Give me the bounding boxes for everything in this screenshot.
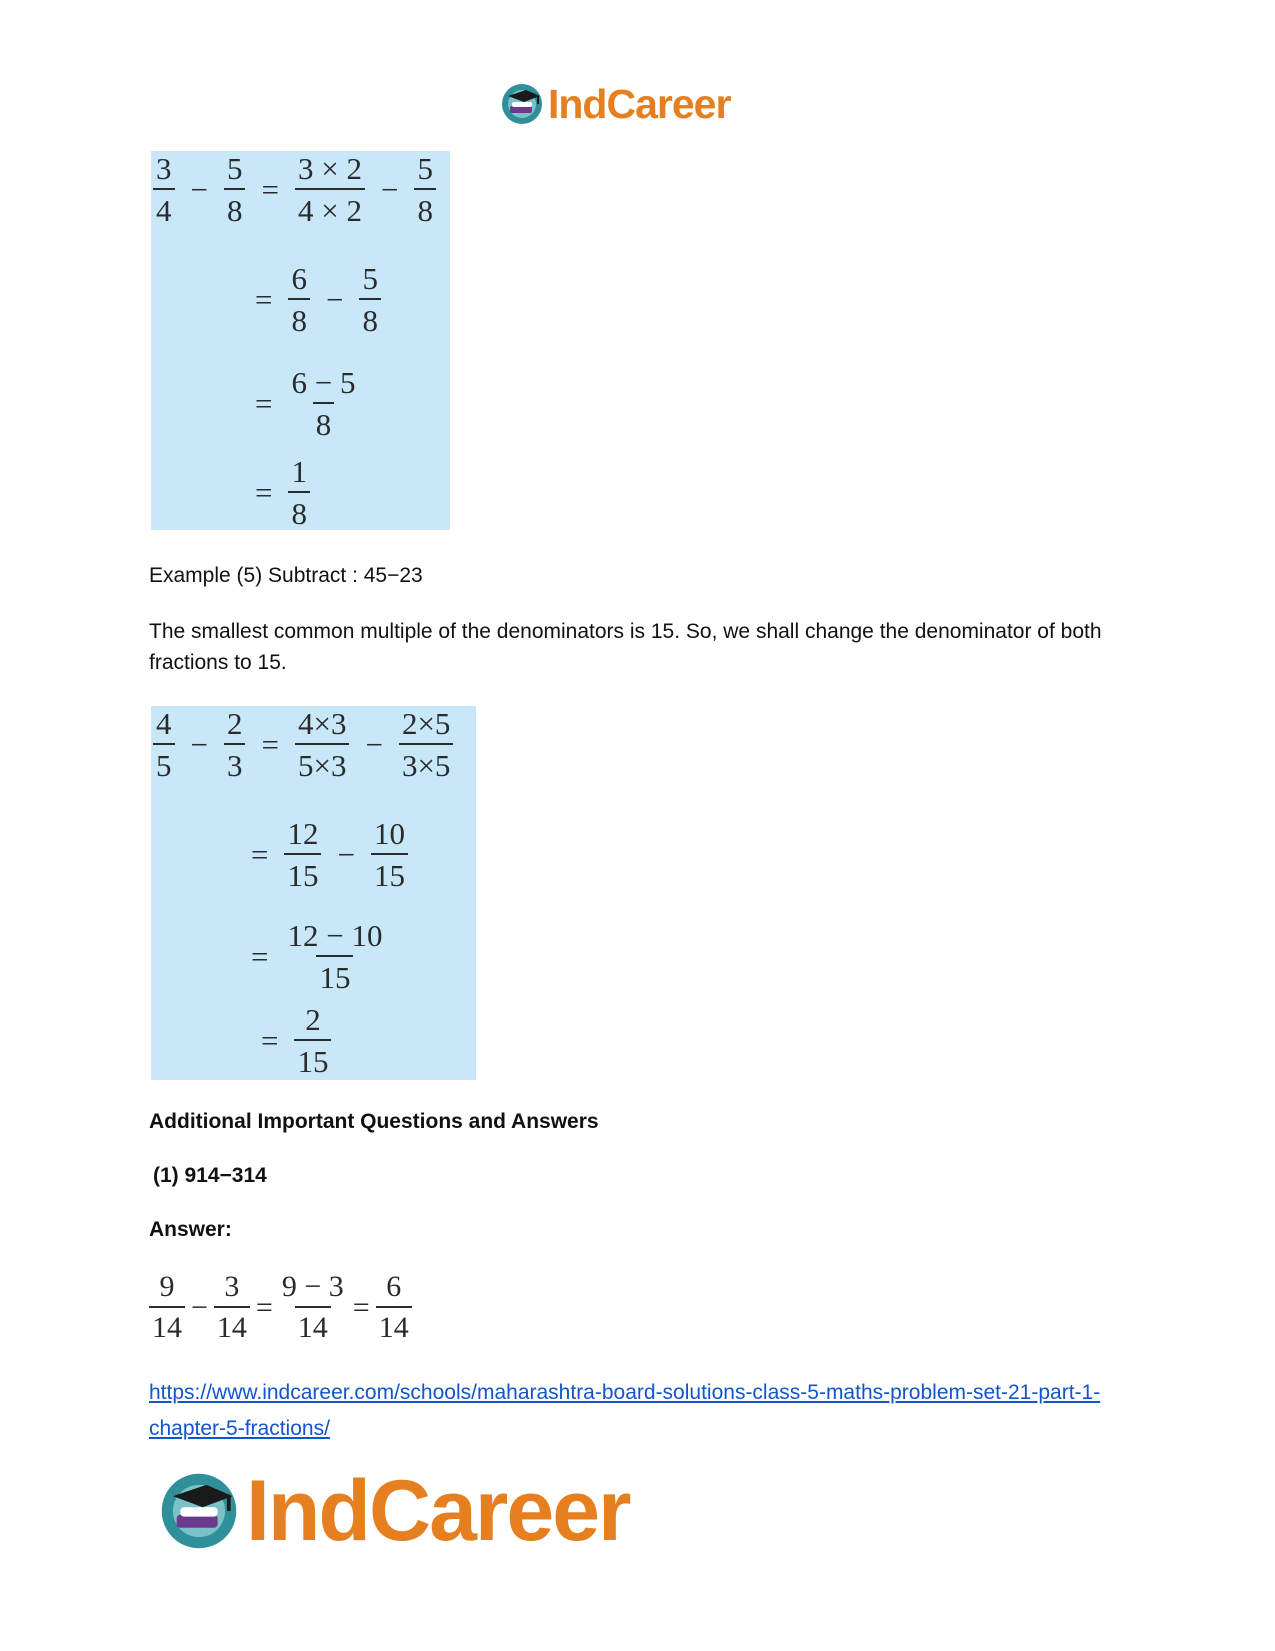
question-1: (1) 914−314: [153, 1164, 267, 1187]
section-heading: Additional Important Questions and Answers: [149, 1110, 599, 1133]
fraction: $\frac{5}{8}$: [359, 263, 381, 336]
worked-solution-box-2: [151, 706, 476, 1080]
fraction: $\frac{10}{15}$: [371, 818, 408, 891]
fraction: $\frac{9 - 3}{14}$: [281, 1270, 344, 1344]
equation-line: [243, 920, 393, 993]
fraction: $\frac{4\times 3}{5\times 3}$: [295, 708, 349, 781]
equals-sign: =: [261, 171, 279, 207]
minus-sign: −: [190, 171, 208, 207]
source-link[interactable]: https://www.indcareer.com/schools/maharashtra-board-solutions-class-5-maths-problem-set-21-part-1-chapter-5-fractions/: [149, 1381, 1101, 1440]
equation-line: [247, 263, 389, 336]
equals-sign: =: [251, 836, 269, 872]
fraction: $\frac{2\times 5}{3\times 5}$: [399, 708, 453, 781]
logo-wordmark: IndCareer: [246, 1463, 630, 1559]
minus-sign: −: [380, 171, 399, 207]
fraction: $\frac{5}{8}$: [414, 153, 436, 226]
equals-sign: =: [251, 938, 269, 974]
minus-sign: −: [337, 836, 355, 872]
graduation-cap-book-icon: [500, 82, 544, 126]
minus-sign: −: [365, 726, 383, 762]
equation-line: [151, 708, 461, 781]
equation-line: [247, 456, 318, 529]
fraction: $\frac{2}{15}$: [294, 1004, 331, 1077]
equals-sign: =: [261, 1022, 279, 1058]
fraction: $\frac{1}{8}$: [288, 456, 310, 529]
logo-wordmark: IndCareer: [548, 80, 731, 127]
equals-sign: =: [255, 281, 273, 317]
fraction: $\frac{12}{15}$: [284, 818, 321, 891]
fraction: $\frac{2}{3}$: [224, 708, 246, 781]
equation-line: [253, 1004, 339, 1077]
worked-solution-box-1: [151, 151, 450, 530]
fraction: $\frac{3}{14}$: [214, 1272, 250, 1343]
equals-sign: =: [255, 1290, 273, 1324]
indcareer-logo-bottom: [158, 1463, 630, 1559]
fraction: $\frac{9}{14}$: [149, 1272, 185, 1343]
explanation-paragraph: The smallest common multiple of the denominators is 15. So, we shall change the denominator of both fractions to 15.: [149, 620, 1102, 674]
equals-sign: =: [352, 1290, 370, 1324]
fraction: $\frac{6}{14}$: [376, 1272, 412, 1343]
fraction: $\frac{6}{8}$: [288, 263, 310, 336]
fraction: $\frac{3}{4}$: [153, 153, 175, 226]
fraction: $\frac{4}{5}$: [153, 708, 175, 781]
graduation-cap-book-icon: [158, 1470, 240, 1552]
minus-sign: −: [325, 281, 344, 317]
fraction: $\frac{12 - 10}{15}$: [287, 918, 383, 995]
equals-sign: =: [255, 474, 273, 510]
equation-line: [247, 367, 366, 440]
minus-sign: −: [190, 726, 208, 762]
minus-sign: −: [191, 1290, 208, 1324]
example-5-text: Example (5) Subtract : 45−23: [149, 564, 423, 587]
equals-sign: =: [255, 385, 273, 421]
equals-sign: =: [261, 726, 279, 762]
indcareer-logo-top: [500, 76, 730, 132]
fraction: $\frac{6 - 5}{8}$: [291, 365, 356, 442]
fraction: $\frac{3 \times 2}{4 \times 2}$: [295, 153, 365, 226]
equation-line: [151, 153, 444, 226]
equation-line: [243, 818, 416, 891]
fraction: $\frac{5}{8}$: [224, 153, 246, 226]
answer-equation: [145, 1272, 416, 1343]
answer-label: Answer:: [149, 1218, 232, 1241]
